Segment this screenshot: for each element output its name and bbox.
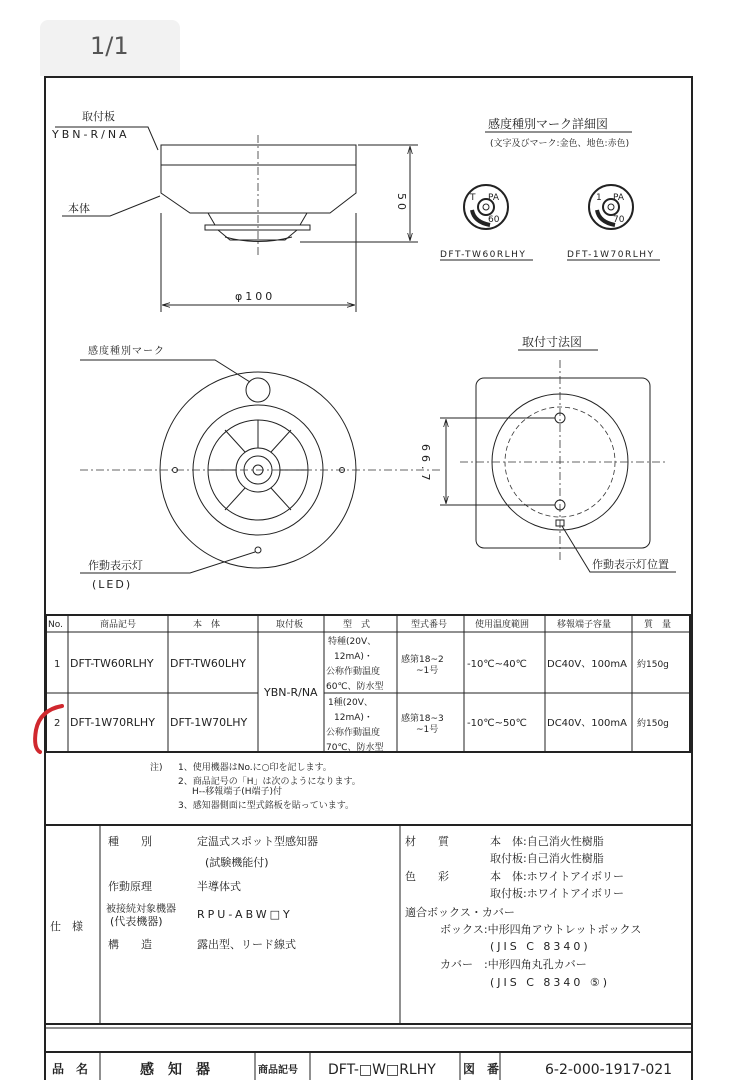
svg-text:~1号: ~1号 <box>416 666 439 676</box>
side-view <box>51 109 418 312</box>
svg-text:品 名: 品 名 <box>52 1062 89 1076</box>
svg-text:約150g: 約150g <box>637 719 669 729</box>
spec-label: 仕 様 <box>50 920 83 933</box>
svg-text:定温式スポット型感知器: 定温式スポット型感知器 <box>197 835 318 848</box>
product-table <box>46 615 690 753</box>
product-name: 感 知 器 <box>140 1062 210 1078</box>
svg-text:70℃、防水型: 70℃、防水型 <box>326 743 384 753</box>
svg-text:2、商品記号の「H」は次のようになります。: 2、商品記号の「H」は次のようになります。 <box>178 777 361 787</box>
svg-text:-10℃~50℃: -10℃~50℃ <box>467 718 527 729</box>
svg-text:約150g: 約150g <box>637 660 669 670</box>
svg-text:PA: PA <box>488 193 500 203</box>
table-row <box>54 697 669 753</box>
svg-text:感第18~3: 感第18~3 <box>401 714 444 724</box>
svg-text:公称作動温度: 公称作動温度 <box>326 728 381 738</box>
led-position-label: 作動表示灯位置 <box>592 558 669 571</box>
mark-detail <box>440 116 660 260</box>
svg-text:DC40V、100mA: DC40V、100mA <box>547 718 627 729</box>
svg-text:DFT-1W70LHY: DFT-1W70LHY <box>170 716 248 729</box>
product-code: DFT-□W□RLHY <box>328 1062 436 1078</box>
cell-mount-plate: YBN-R/NA <box>264 686 318 699</box>
svg-text:感第18~2: 感第18~2 <box>401 655 444 665</box>
svg-text:(代表機器): (代表機器) <box>110 915 163 928</box>
svg-text:商品記号: 商品記号 <box>258 1065 298 1076</box>
page-indicator: 1/1 <box>40 20 180 76</box>
bottom-view <box>80 344 440 591</box>
svg-text:半導体式: 半導体式 <box>197 880 241 893</box>
sensitivity-mark-1w70 <box>567 185 660 260</box>
mark-label: 感度種別マーク <box>88 346 165 357</box>
svg-text:図 番: 図 番 <box>463 1062 500 1076</box>
svg-text:1、使用機器はNo.に○印を記します。: 1、使用機器はNo.に○印を記します。 <box>178 763 332 773</box>
sensitivity-mark-tw60 <box>440 185 533 260</box>
svg-text:被接続対象機器: 被接続対象機器 <box>106 904 176 915</box>
svg-text:カバー :中形四角丸孔カバー: カバー :中形四角丸孔カバー <box>440 958 587 971</box>
svg-text:移報端子容量: 移報端子容量 <box>557 620 612 630</box>
svg-text:No.: No. <box>48 620 63 630</box>
svg-text:12mA)・: 12mA)・ <box>334 652 373 662</box>
svg-text:取付板:自己消火性樹脂: 取付板:自己消火性樹脂 <box>490 852 604 865</box>
svg-text:本 体:ホワイトアイボリー: 本 体:ホワイトアイボリー <box>490 870 625 883</box>
svg-text:H--移報端子(H端子)付: H--移報端子(H端子)付 <box>192 787 283 797</box>
table-header <box>48 618 671 630</box>
svg-text:2: 2 <box>54 718 61 729</box>
svg-text:1種(20V、: 1種(20V、 <box>328 698 373 708</box>
mark-detail-subtitle: (文字及びマーク:金色、地色:赤色) <box>490 139 630 149</box>
svg-text:色 彩: 色 彩 <box>405 870 449 883</box>
svg-text:(JIS C 8340 ⑤): (JIS C 8340 ⑤) <box>490 976 611 989</box>
svg-text:RPU-ABW□Y: RPU-ABW□Y <box>197 908 293 921</box>
svg-text:適合ボックス・カバー: 適合ボックス・カバー <box>405 906 515 919</box>
svg-text:商品記号: 商品記号 <box>100 620 137 630</box>
mount-plate-label: 取付板 <box>82 110 115 123</box>
svg-text:型 式: 型 式 <box>343 620 371 630</box>
svg-text:DFT-1W70RLHY: DFT-1W70RLHY <box>70 716 155 729</box>
svg-text:公称作動温度: 公称作動温度 <box>326 667 381 677</box>
svg-text:(試験機能付): (試験機能付) <box>205 856 269 869</box>
svg-text:構 造: 構 造 <box>108 938 152 951</box>
svg-text:60: 60 <box>488 215 500 225</box>
svg-text:作動原理: 作動原理 <box>108 880 152 893</box>
svg-text:DFT-TW60LHY: DFT-TW60LHY <box>170 657 246 670</box>
svg-text:PA: PA <box>613 193 625 203</box>
svg-text:材 質: 材 質 <box>405 835 449 848</box>
mounting-dimensions <box>419 334 676 572</box>
svg-text:取付板:ホワイトアイボリー: 取付板:ホワイトアイボリー <box>490 887 625 900</box>
title-block <box>52 1052 672 1080</box>
body-label: 本体 <box>68 202 90 215</box>
mark-detail-title: 感度種別マーク詳細図 <box>488 117 609 131</box>
svg-text:DFT-TW60RLHY: DFT-TW60RLHY <box>70 657 154 670</box>
svg-text:露出型、リード線式: 露出型、リード線式 <box>197 938 296 951</box>
notes <box>150 761 361 811</box>
svg-text:使用温度範囲: 使用温度範囲 <box>475 620 530 630</box>
led-label: 作動表示灯 <box>88 559 143 572</box>
svg-text:60℃、防水型: 60℃、防水型 <box>326 682 384 692</box>
svg-text:注): 注) <box>150 763 163 773</box>
svg-text:種 別: 種 別 <box>108 835 152 848</box>
svg-text:-10℃~40℃: -10℃~40℃ <box>467 659 527 670</box>
svg-text:T: T <box>470 193 476 203</box>
svg-text:本 体:自己消火性樹脂: 本 体:自己消火性樹脂 <box>490 835 604 848</box>
svg-text:型式番号: 型式番号 <box>411 620 448 630</box>
svg-text:質 量: 質 量 <box>644 620 672 630</box>
red-annotation-mark <box>35 706 62 752</box>
svg-text:(JIS C 8340): (JIS C 8340) <box>490 940 591 953</box>
svg-text:DFT-1W70RLHY: DFT-1W70RLHY <box>567 250 655 260</box>
svg-text:DFT-TW60RLHY: DFT-TW60RLHY <box>440 250 527 260</box>
svg-text:~1号: ~1号 <box>416 725 439 735</box>
mounting-title: 取付寸法図 <box>522 335 583 349</box>
mount-plate-model: YBN-R/NA <box>52 128 130 141</box>
table-row <box>54 635 669 692</box>
svg-text:本 体: 本 体 <box>193 620 221 630</box>
svg-text:12mA)・: 12mA)・ <box>334 713 373 723</box>
svg-text:1: 1 <box>54 659 61 670</box>
svg-text:ボックス:中形四角アウトレットボックス: ボックス:中形四角アウトレットボックス <box>440 923 642 936</box>
svg-text:DC40V、100mA: DC40V、100mA <box>547 659 627 670</box>
svg-text:70: 70 <box>613 215 625 225</box>
svg-text:特種(20V、: 特種(20V、 <box>328 637 377 647</box>
diameter-dimension: φ100 <box>235 290 276 303</box>
svg-text:1: 1 <box>596 193 602 203</box>
pitch-dimension: 66.7 <box>419 444 432 485</box>
height-dimension: 50 <box>395 193 408 213</box>
svg-text:取付板: 取付板 <box>276 620 304 630</box>
drawing-number: 6-2-000-1917-021 <box>545 1062 673 1078</box>
spec-section <box>45 825 692 1052</box>
led-sub: (LED) <box>92 578 133 591</box>
svg-text:3、感知器側面に型式銘板を貼っています。: 3、感知器側面に型式銘板を貼っています。 <box>178 801 355 811</box>
